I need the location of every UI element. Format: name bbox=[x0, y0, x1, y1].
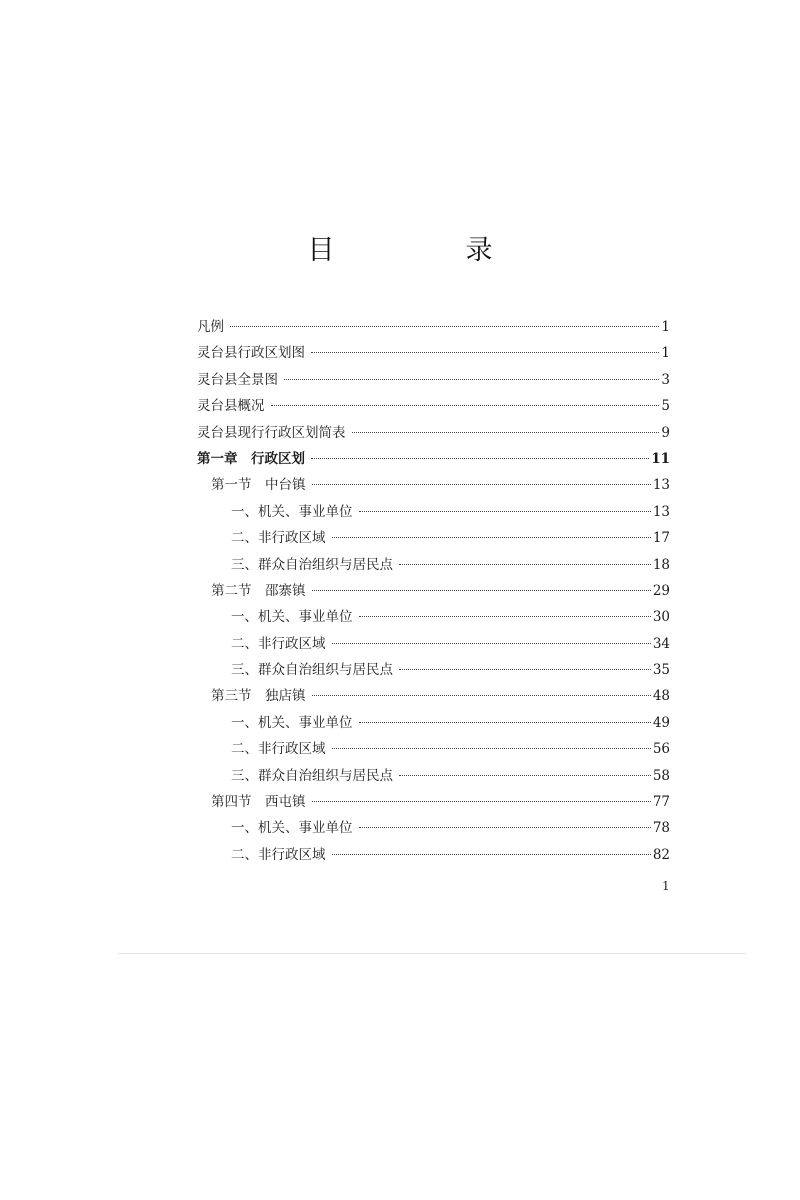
toc-entry bbox=[197, 393, 670, 419]
toc-dot-leader bbox=[311, 352, 659, 353]
toc-dot-leader bbox=[271, 405, 660, 406]
toc-dot-leader bbox=[284, 379, 659, 380]
toc-entry-label: 二、非行政区域 bbox=[231, 635, 326, 652]
toc-entry-page: 13 bbox=[652, 503, 670, 520]
toc-entry-label: 一、机关、事业单位 bbox=[231, 820, 353, 837]
toc-entry-label: 灵台县行政区划图 bbox=[197, 345, 305, 362]
toc-subsection-entry bbox=[197, 631, 670, 657]
toc-dot-leader bbox=[399, 669, 651, 670]
toc-dot-leader bbox=[312, 484, 651, 485]
toc-entry-label: 第四节 西屯镇 bbox=[211, 794, 306, 811]
toc-entry-label: 三、群众自治组织与居民点 bbox=[231, 662, 393, 679]
toc-dot-leader bbox=[312, 695, 651, 696]
toc-entry-label: 灵台县现行行政区划简表 bbox=[197, 424, 346, 441]
toc-entry-page: 29 bbox=[652, 582, 670, 599]
toc-entry-label: 一、机关、事业单位 bbox=[231, 503, 353, 520]
toc-section-entry bbox=[197, 683, 670, 709]
table-of-contents bbox=[197, 314, 670, 868]
toc-entry-label: 一、机关、事业单位 bbox=[231, 714, 353, 731]
page-number: 1 bbox=[662, 879, 670, 893]
toc-dot-leader bbox=[332, 537, 651, 538]
toc-dot-leader bbox=[399, 775, 651, 776]
toc-dot-leader bbox=[399, 564, 651, 565]
toc-subsection-entry bbox=[197, 499, 670, 525]
toc-entry-label: 第三节 独店镇 bbox=[211, 688, 306, 705]
toc-entry-label: 一、机关、事业单位 bbox=[231, 609, 353, 626]
toc-entry-page: 13 bbox=[652, 477, 670, 494]
toc-section-entry bbox=[197, 472, 670, 498]
toc-dot-leader bbox=[359, 722, 651, 723]
toc-dot-leader bbox=[352, 432, 660, 433]
toc-entry-label: 凡例 bbox=[197, 319, 224, 335]
toc-dot-leader bbox=[359, 511, 651, 512]
toc-entry-label: 三、群众自治组织与居民点 bbox=[231, 556, 393, 573]
toc-entry-page: 49 bbox=[652, 714, 670, 731]
toc-entry-page: 58 bbox=[652, 767, 670, 784]
toc-dot-leader bbox=[332, 643, 651, 644]
toc-subsection-entry bbox=[197, 604, 670, 630]
toc-entry-page: 17 bbox=[652, 530, 670, 547]
toc-entry-page: 30 bbox=[652, 609, 670, 626]
toc-entry bbox=[197, 314, 670, 340]
toc-subsection-entry bbox=[197, 736, 670, 762]
toc-section-entry bbox=[197, 789, 670, 815]
toc-subsection-entry bbox=[197, 763, 670, 789]
toc-entry-page: 3 bbox=[661, 371, 670, 388]
toc-entry-page: 1 bbox=[661, 319, 670, 335]
toc-entry-label: 灵台县概况 bbox=[197, 398, 265, 415]
toc-entry bbox=[197, 420, 670, 446]
toc-dot-leader bbox=[311, 458, 649, 459]
toc-entry-label: 灵台县全景图 bbox=[197, 371, 278, 388]
toc-subsection-entry bbox=[197, 710, 670, 736]
toc-entry-page: 9 bbox=[661, 424, 670, 441]
toc-entry-label: 二、非行政区域 bbox=[231, 741, 326, 758]
toc-entry-page: 34 bbox=[652, 635, 670, 652]
toc-subsection-entry bbox=[197, 815, 670, 841]
toc-entry-label: 第一节 中台镇 bbox=[211, 477, 306, 494]
toc-entry-page: 1 bbox=[661, 345, 670, 362]
toc-entry-page: 5 bbox=[661, 398, 670, 415]
toc-dot-leader bbox=[332, 748, 651, 749]
toc-entry-label: 三、群众自治组织与居民点 bbox=[231, 767, 393, 784]
toc-entry-page: 82 bbox=[652, 846, 670, 863]
toc-entry-label: 二、非行政区域 bbox=[231, 530, 326, 547]
toc-dot-leader bbox=[332, 854, 651, 855]
toc-entry bbox=[197, 367, 670, 393]
toc-entry-page: 18 bbox=[652, 556, 670, 573]
page-title: 目 录 bbox=[307, 235, 545, 266]
toc-dot-leader bbox=[359, 616, 651, 617]
toc-section-entry bbox=[197, 578, 670, 604]
toc-entry-page: 11 bbox=[651, 450, 670, 467]
toc-dot-leader bbox=[359, 827, 651, 828]
toc-entry-label: 第二节 邵寨镇 bbox=[211, 582, 306, 599]
toc-subsection-entry bbox=[197, 525, 670, 551]
toc-entry-label: 二、非行政区域 bbox=[231, 846, 326, 863]
toc-entry-page: 48 bbox=[652, 688, 670, 705]
toc-dot-leader bbox=[230, 326, 659, 327]
toc-entry-page: 35 bbox=[652, 662, 670, 679]
toc-dot-leader bbox=[312, 590, 651, 591]
toc-subsection-entry bbox=[197, 657, 670, 683]
toc-subsection-entry bbox=[197, 842, 670, 868]
bottom-divider bbox=[118, 953, 746, 954]
toc-entry-page: 78 bbox=[652, 820, 670, 837]
toc-entry bbox=[197, 340, 670, 366]
toc-dot-leader bbox=[312, 801, 651, 802]
toc-entry-label: 第一章 行政区划 bbox=[197, 450, 305, 467]
toc-entry-page: 77 bbox=[652, 794, 670, 811]
toc-subsection-entry bbox=[197, 552, 670, 578]
toc-entry-page: 56 bbox=[652, 741, 670, 758]
toc-chapter-entry bbox=[197, 446, 670, 472]
